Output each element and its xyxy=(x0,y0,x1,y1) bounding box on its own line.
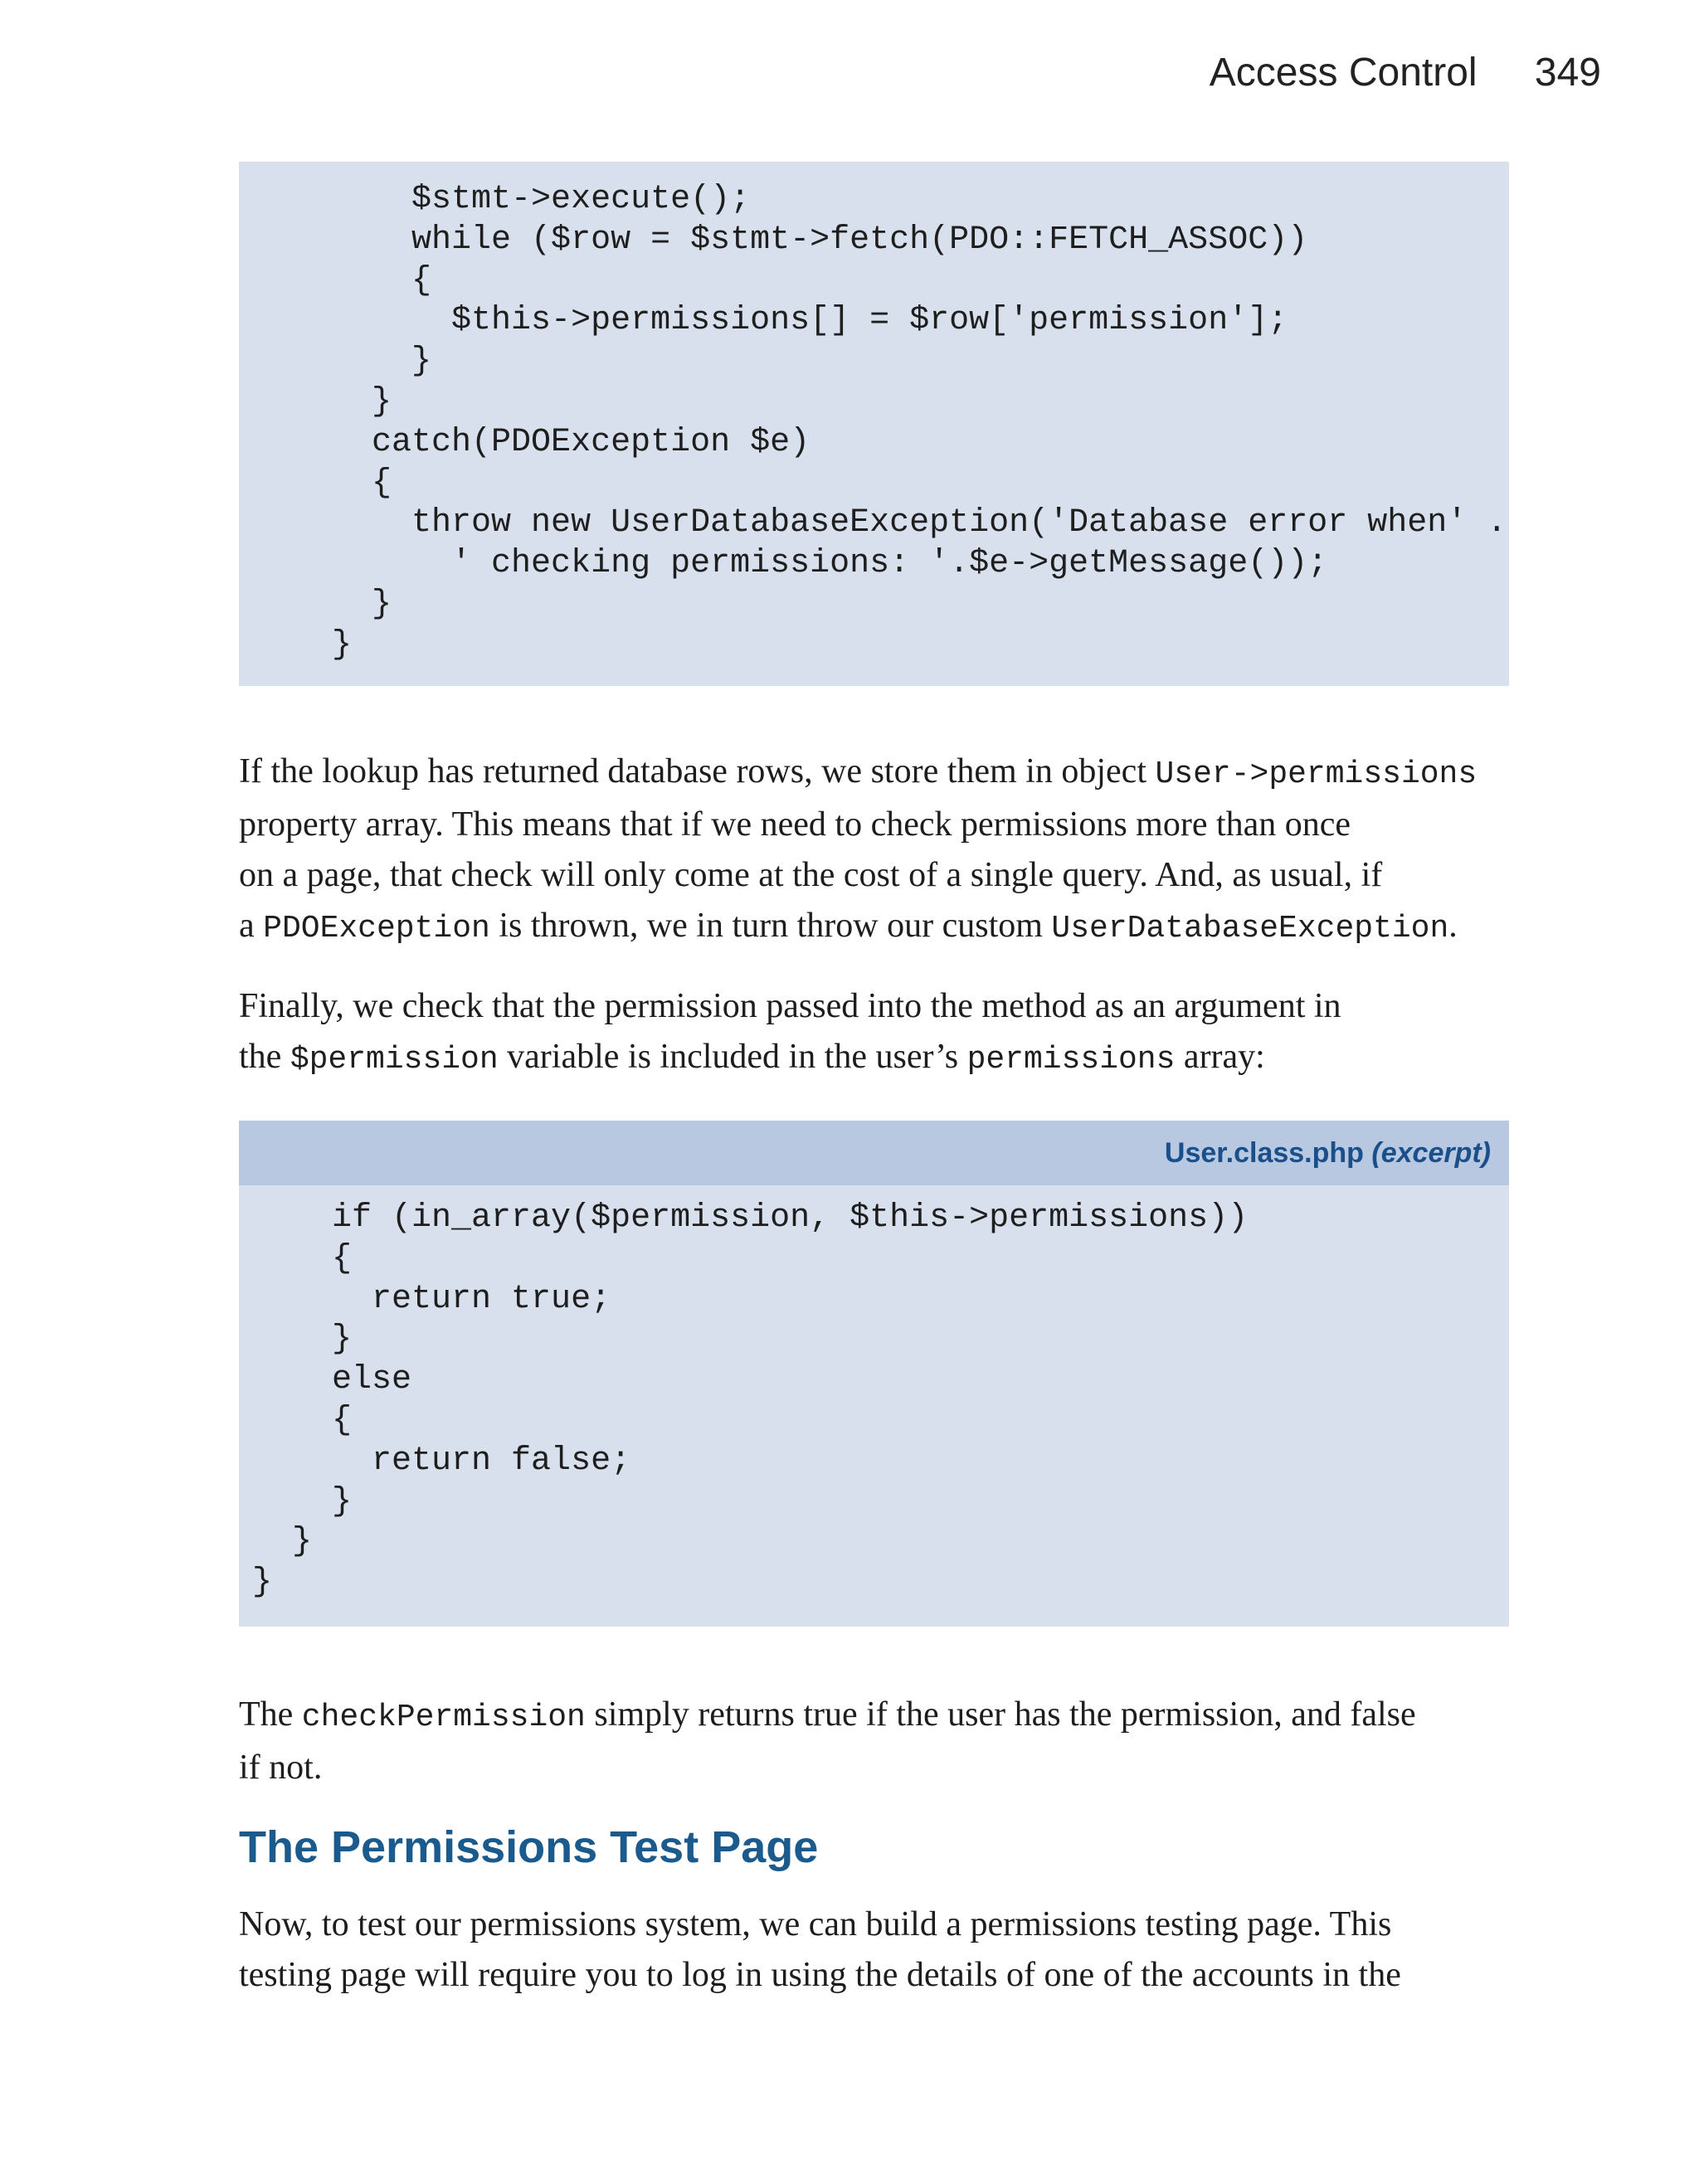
code-line: return false; xyxy=(252,1442,631,1480)
code-line: } xyxy=(252,625,353,664)
inline-code: permissions xyxy=(966,1042,1176,1077)
inline-code: UserDatabaseException xyxy=(1051,911,1449,946)
code-caption-note: (excerpt) xyxy=(1371,1137,1491,1169)
page-number: 349 xyxy=(1534,51,1601,95)
code-line: catch(PDOException $e) xyxy=(252,423,811,461)
code-line: { xyxy=(252,464,392,502)
chapter-title: Access Control xyxy=(1209,51,1477,95)
code-caption-filename: User.class.php xyxy=(1164,1137,1364,1169)
code-line: $this->permissions[] = $row['permission']; xyxy=(252,302,1288,340)
code-line: } xyxy=(252,343,432,381)
code-caption xyxy=(239,1121,1509,1185)
code-line: { xyxy=(252,1239,353,1277)
code-line: { xyxy=(252,1401,353,1439)
code-line: while ($row = $stmt->fetch(PDO::FETCH_ASSOC)) xyxy=(252,221,1308,259)
inline-code: User->permissions xyxy=(1155,756,1477,792)
text-line: the $permission variable is included in the user’s permissions array: xyxy=(239,1038,1265,1077)
inline-code: PDOException xyxy=(263,911,490,946)
paragraph-permission-check-intro xyxy=(239,981,1509,1085)
paragraph-test-page-intro xyxy=(239,1899,1509,2001)
code-line: } xyxy=(252,585,392,623)
inline-code: checkPermission xyxy=(301,1700,586,1735)
inline-code: $permission xyxy=(290,1042,499,1077)
code-line: $stmt->execute(); xyxy=(252,181,751,218)
code-line: } xyxy=(252,1564,273,1602)
text-line: property array. This means that if we need to check permissions more than once xyxy=(239,805,1351,844)
paragraph-permissions-storage xyxy=(239,747,1509,954)
text-line: The checkPermission simply returns true if the user has the permission, and false xyxy=(239,1695,1416,1735)
text-line: If the lookup has returned database rows, we store them in object User->permissions xyxy=(239,752,1477,792)
code-line: throw new UserDatabaseException('Database error when' . xyxy=(252,504,1507,542)
text-line: Finally, we check that the permission passed into the method as an argument in xyxy=(239,987,1341,1025)
code-line: } xyxy=(252,1482,353,1520)
code-line: ' checking permissions: '.$e->getMessage()); xyxy=(252,545,1328,583)
code-line: } xyxy=(252,382,392,421)
code-block-user-class-excerpt xyxy=(239,1121,1509,1627)
code-line: else xyxy=(252,1361,412,1399)
text-line: Now, to test our permissions system, we can build a permissions testing page. This xyxy=(239,1905,1392,1943)
code-line: } xyxy=(252,1321,353,1359)
code-line: if (in_array($permission, $this->permissions)) xyxy=(252,1199,1249,1237)
code-block-checkpermission-query xyxy=(239,162,1509,686)
code-line: return true; xyxy=(252,1280,611,1318)
text-line: a PDOException is thrown, we in turn throw our custom UserDatabaseException. xyxy=(239,907,1458,946)
code-listing xyxy=(239,1185,1509,1603)
paragraph-checkpermission-summary xyxy=(239,1690,1509,1793)
text-line: on a page, that check will only come at the cost of a single query. And, as usual, if xyxy=(239,856,1383,894)
code-line: { xyxy=(252,261,432,299)
text-line: if not. xyxy=(239,1749,323,1787)
section-heading: The Permissions Test Page xyxy=(239,1822,819,1872)
text-line: testing page will require you to log in using the details of one of the accounts in the xyxy=(239,1956,1401,1994)
code-listing xyxy=(252,180,1509,666)
code-line: } xyxy=(252,1523,313,1561)
running-header xyxy=(1210,50,1601,95)
